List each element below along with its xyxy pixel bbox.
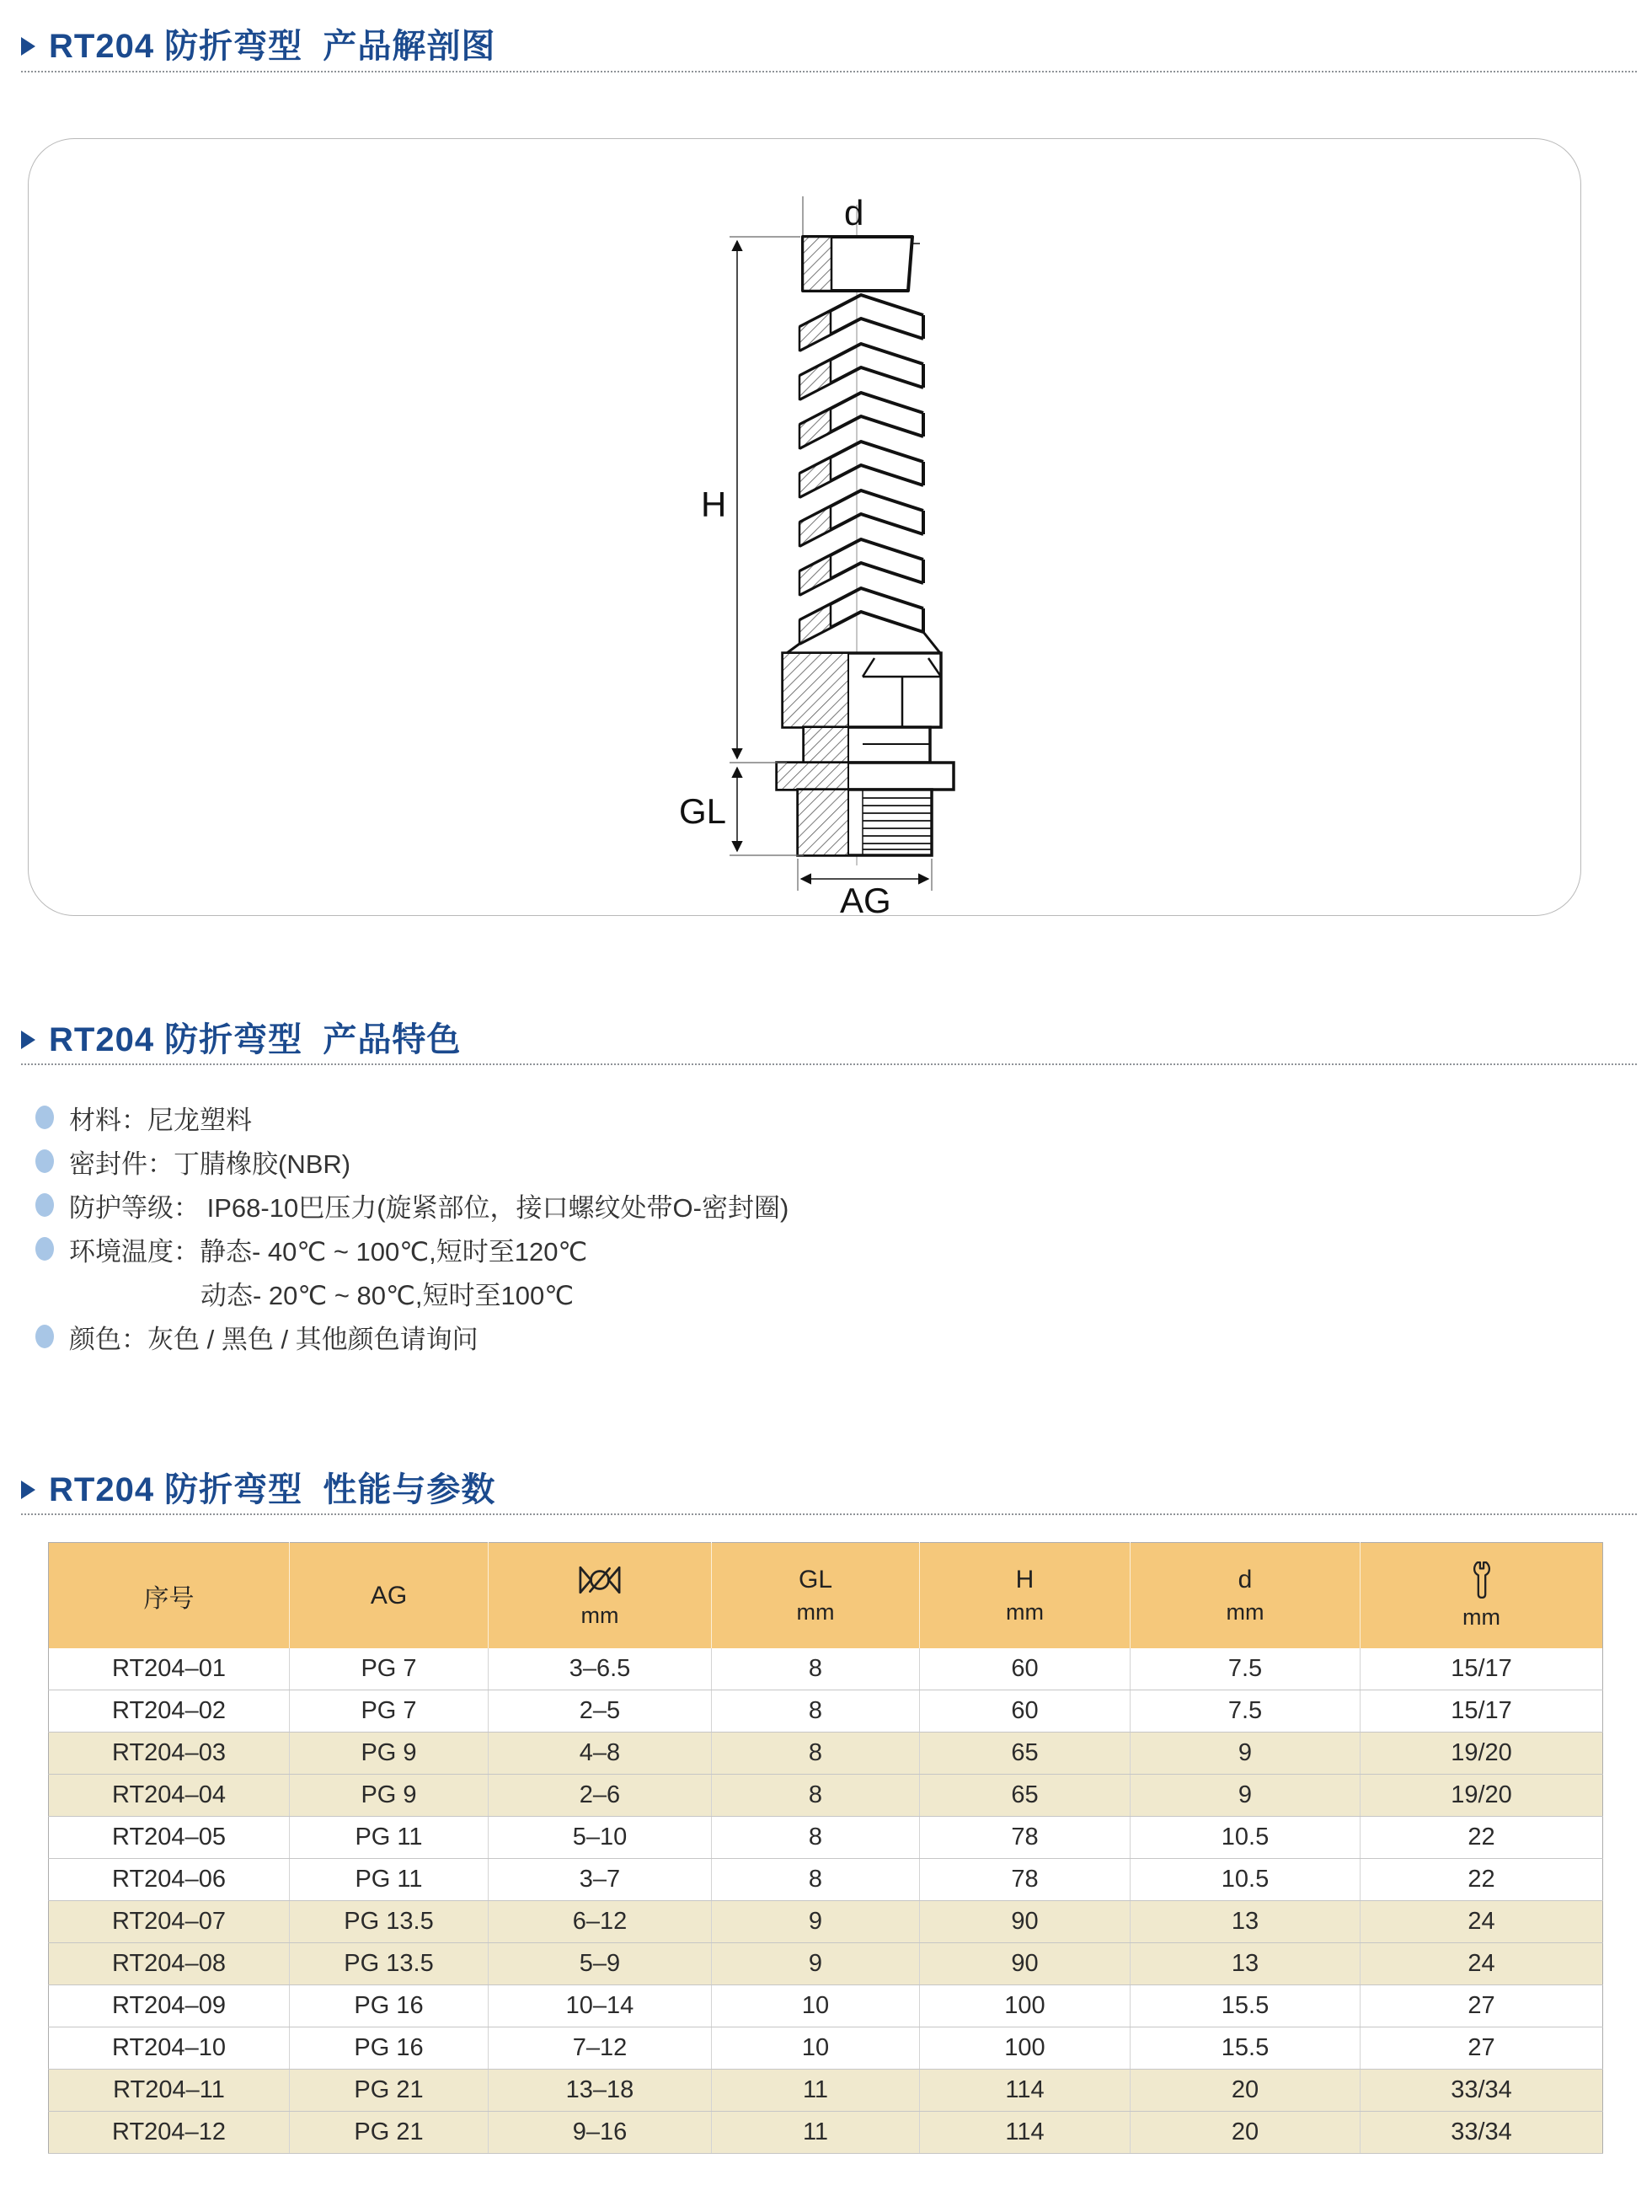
section-title-anatomy: RT204 防折弯型 产品解剖图	[49, 27, 496, 65]
cell-h: 90	[920, 1943, 1131, 1985]
list-item	[35, 1139, 1383, 1183]
cell-spanner: 33/34	[1361, 2112, 1603, 2154]
cell-clamp: 13–18	[489, 2070, 712, 2112]
cell-clamp: 3–6.5	[489, 1648, 712, 1690]
cell-clamp: 6–12	[489, 1901, 712, 1943]
cell-d: 10.5	[1131, 1859, 1361, 1901]
dim-label-gl: GL	[679, 791, 727, 831]
table-row	[49, 1859, 1603, 1901]
cell-clamp: 7–12	[489, 2027, 712, 2070]
cell-clamp: 3–7	[489, 1859, 712, 1901]
dim-label-d: d	[844, 193, 864, 233]
dim-label-h: H	[701, 485, 727, 524]
cell-h: 100	[920, 1985, 1131, 2027]
section-header-features	[21, 1016, 1637, 1065]
cell-spanner: 27	[1361, 2027, 1603, 2070]
cell-clamp: 5–10	[489, 1817, 712, 1859]
list-item	[35, 1315, 1383, 1358]
features-list	[35, 1095, 1383, 1358]
cell-clamp: 10–14	[489, 1985, 712, 2027]
table-row	[49, 1690, 1603, 1733]
cell-ag: PG 11	[290, 1817, 489, 1859]
cell-ag: PG 11	[290, 1859, 489, 1901]
cell-spanner: 19/20	[1361, 1775, 1603, 1817]
cable-gland-section-drawing	[660, 181, 1014, 923]
cell-d: 9	[1131, 1775, 1361, 1817]
cell-spanner: 22	[1361, 1859, 1603, 1901]
feature-text: 环境温度：静态- 40℃ ~ 100℃,短时至120℃	[69, 1236, 588, 1267]
cell-gl: 8	[712, 1648, 920, 1690]
cell-spanner: 24	[1361, 1901, 1603, 1943]
cell-model: RT204–01	[49, 1648, 290, 1690]
cell-model: RT204–06	[49, 1859, 290, 1901]
cell-h: 100	[920, 2027, 1131, 2070]
cell-h: 90	[920, 1901, 1131, 1943]
cell-gl: 8	[712, 1733, 920, 1775]
cell-gl: 9	[712, 1901, 920, 1943]
cell-gl: 11	[712, 2112, 920, 2154]
cell-h: 78	[920, 1817, 1131, 1859]
table-row	[49, 1817, 1603, 1859]
spec-table-container	[48, 1542, 1602, 2154]
table-row	[49, 1733, 1603, 1775]
cell-gl: 10	[712, 2027, 920, 2070]
section-header-specs	[21, 1466, 1637, 1515]
cell-ag: PG 21	[290, 2070, 489, 2112]
cell-d: 15.5	[1131, 2027, 1361, 2070]
cell-model: RT204–03	[49, 1733, 290, 1775]
anti-kink-spiral	[799, 295, 923, 644]
cell-ag: PG 13.5	[290, 1943, 489, 1985]
cell-model: RT204–04	[49, 1775, 290, 1817]
cell-model: RT204–09	[49, 1985, 290, 2027]
cell-ag: PG 7	[290, 1690, 489, 1733]
cell-h: 65	[920, 1733, 1131, 1775]
header-cell-clamp-range: mm	[489, 1543, 712, 1649]
list-item	[35, 1095, 1383, 1139]
table-row	[49, 1775, 1603, 1817]
triangle-bullet-icon	[21, 1031, 35, 1049]
feature-text: 材料：尼龙塑料	[69, 1105, 252, 1135]
header-cell-spanner: mm	[1361, 1543, 1603, 1649]
cell-clamp: 9–16	[489, 2112, 712, 2154]
bullet-icon	[35, 1193, 54, 1217]
cell-h: 114	[920, 2112, 1131, 2154]
cell-ag: PG 16	[290, 2027, 489, 2070]
feature-text: 防护等级： IP68-10巴压力(旋紧部位，接口螺纹处带O-密封圈)	[69, 1192, 789, 1223]
section-title-specs: RT204 防折弯型 性能与参数	[49, 1470, 496, 1508]
cell-spanner: 22	[1361, 1817, 1603, 1859]
bullet-icon	[35, 1106, 54, 1129]
spec-table	[48, 1542, 1603, 2154]
cell-ag: PG 13.5	[290, 1901, 489, 1943]
section-header-anatomy	[21, 22, 1637, 72]
feature-text: 密封件：丁腈橡胶(NBR)	[69, 1149, 351, 1179]
cell-spanner: 15/17	[1361, 1690, 1603, 1733]
header-cell-gl: GL mm	[712, 1543, 920, 1649]
cell-clamp: 2–6	[489, 1775, 712, 1817]
cell-model: RT204–08	[49, 1943, 290, 1985]
table-row	[49, 1901, 1603, 1943]
bullet-icon	[35, 1149, 54, 1173]
table-row	[49, 1648, 1603, 1690]
table-row	[49, 2070, 1603, 2112]
cell-gl: 9	[712, 1943, 920, 1985]
cell-ag: PG 7	[290, 1648, 489, 1690]
list-item	[35, 1227, 1383, 1271]
dim-label-ag: AG	[840, 881, 891, 920]
section-title-features: RT204 防折弯型 产品特色	[49, 1020, 462, 1058]
cell-gl: 11	[712, 2070, 920, 2112]
list-item-continuation	[35, 1271, 1383, 1315]
triangle-bullet-icon	[21, 1481, 35, 1499]
cell-model: RT204–11	[49, 2070, 290, 2112]
cell-d: 9	[1131, 1733, 1361, 1775]
cell-spanner: 19/20	[1361, 1733, 1603, 1775]
cell-h: 78	[920, 1859, 1131, 1901]
dim-ag-group	[798, 859, 932, 920]
cell-spanner: 27	[1361, 1985, 1603, 2027]
gland-body	[777, 632, 954, 855]
cell-d: 13	[1131, 1943, 1361, 1985]
bullet-icon	[35, 1237, 54, 1261]
cell-ag: PG 9	[290, 1775, 489, 1817]
cell-clamp: 5–9	[489, 1943, 712, 1985]
cell-d: 15.5	[1131, 1985, 1361, 2027]
cell-h: 60	[920, 1648, 1131, 1690]
cell-h: 60	[920, 1690, 1131, 1733]
cell-h: 114	[920, 2070, 1131, 2112]
wrench-icon	[1468, 1561, 1496, 1599]
bullet-icon	[35, 1325, 54, 1348]
header-cell-index: 序号	[49, 1543, 290, 1649]
table-row	[49, 1985, 1603, 2027]
cell-gl: 8	[712, 1775, 920, 1817]
triangle-bullet-icon	[21, 37, 35, 56]
anatomy-diagram-panel	[28, 138, 1581, 920]
cell-model: RT204–02	[49, 1690, 290, 1733]
cell-d: 7.5	[1131, 1690, 1361, 1733]
table-header-row	[49, 1543, 1603, 1649]
list-item	[35, 1183, 1383, 1227]
cell-gl: 8	[712, 1690, 920, 1733]
table-row	[49, 1943, 1603, 1985]
cell-d: 10.5	[1131, 1817, 1361, 1859]
cell-spanner: 33/34	[1361, 2070, 1603, 2112]
cell-d: 20	[1131, 2070, 1361, 2112]
cell-model: RT204–10	[49, 2027, 290, 2070]
cell-d: 20	[1131, 2112, 1361, 2154]
feature-text: 动态- 20℃ ~ 80℃,短时至100℃	[200, 1280, 575, 1310]
cell-spanner: 15/17	[1361, 1648, 1603, 1690]
cell-gl: 10	[712, 1985, 920, 2027]
header-cell-d: d mm	[1131, 1543, 1361, 1649]
cell-ag: PG 21	[290, 2112, 489, 2154]
cell-clamp: 2–5	[489, 1690, 712, 1733]
cell-gl: 8	[712, 1817, 920, 1859]
header-cell-ag: AG	[290, 1543, 489, 1649]
cell-gl: 8	[712, 1859, 920, 1901]
table-row	[49, 2112, 1603, 2154]
cell-model: RT204–07	[49, 1901, 290, 1943]
table-row	[49, 2027, 1603, 2070]
cell-model: RT204–05	[49, 1817, 290, 1859]
cell-model: RT204–12	[49, 2112, 290, 2154]
gland-top-cap	[803, 237, 912, 291]
cell-ag: PG 16	[290, 1985, 489, 2027]
cell-ag: PG 9	[290, 1733, 489, 1775]
cell-h: 65	[920, 1775, 1131, 1817]
cell-d: 7.5	[1131, 1648, 1361, 1690]
cell-clamp: 4–8	[489, 1733, 712, 1775]
cell-d: 13	[1131, 1901, 1361, 1943]
header-cell-h: H mm	[920, 1543, 1131, 1649]
feature-text: 颜色：灰色 / 黑色 / 其他颜色请询问	[69, 1324, 478, 1354]
cable-diameter-icon	[574, 1562, 626, 1598]
cell-spanner: 24	[1361, 1943, 1603, 1985]
